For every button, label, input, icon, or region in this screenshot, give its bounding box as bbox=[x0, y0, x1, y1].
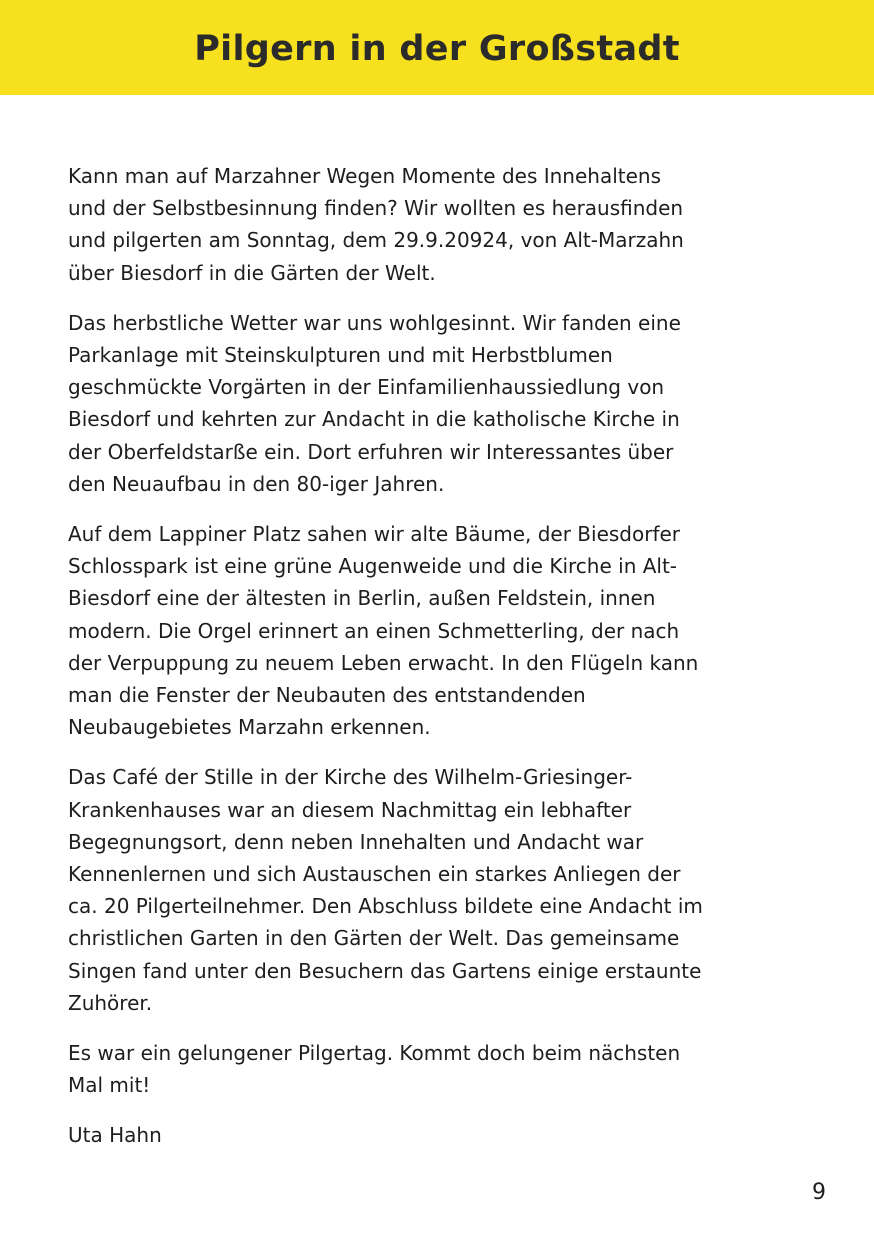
paragraph-biesdorf: Auf dem Lappiner Platz sahen wir alte Bäume, der Biesdorfer Schlosspark ist eine grüne Augenweide und die Kirche in Alt- Biesdorf eine der ältesten in Berlin, außen Feldstein, innen modern. Die Orgel erinnert an einen Schmetterling, der nach der Verpuppung zu neuem Leben erwacht. In den Flügeln kann man die Fenster der Neubauten des entstandenden Neubaugebietes Marzahn erkennen. bbox=[68, 522, 699, 740]
paragraph-closing: Es war ein gelungener Pilgertag. Kommt doch beim nächsten Mal mit! bbox=[68, 1041, 681, 1098]
page-title: Pilgern in der Großstadt bbox=[194, 28, 680, 69]
paragraph-weather: Das herbstliche Wetter war uns wohlgesinnt. Wir fanden eine Parkanlage mit Steinskulpturen und mit Herbstblumen geschmückte Vorgärten in der Einfamilienhaussiedlung von Biesdorf und kehrten zur Andacht in die katholische Kirche in der Oberfeldstarße ein. Dort erfuhren wir Interessantes über den Neuaufbau in den 80-iger Jahren. bbox=[68, 310, 681, 496]
header-band bbox=[0, 0, 874, 95]
paragraph-intro: Kann man auf Marzahner Wegen Momente des Innehaltens und der Selbstbesinnung finden? Wir wollten es herausfinden und pilgerten am Sonntag, dem 29.9.20924, von Alt-Marzahn über Biesdorf in die Gärten der Welt. bbox=[68, 164, 684, 285]
page-number: 9 bbox=[812, 1180, 826, 1205]
author-name: Uta Hahn bbox=[68, 1123, 162, 1148]
article-body bbox=[68, 160, 828, 1152]
paragraph-cafe: Das Café der Stille in der Kirche des Wilhelm-Griesinger- Krankenhauses war an diesem Nachmittag ein lebhafter Begegnungsort, denn neben Innehalten und Andacht war Kennenlernen und sich Austauschen ein starkes Anliegen der ca. 20 Pilgerteilnehmer. Den Abschluss bildete eine Andacht im christlichen Garten in den Gärten der Welt. Das gemeinsame Singen fand unter den Besuchern das Gartens einige erstaunte Zuhörer. bbox=[68, 765, 703, 1015]
